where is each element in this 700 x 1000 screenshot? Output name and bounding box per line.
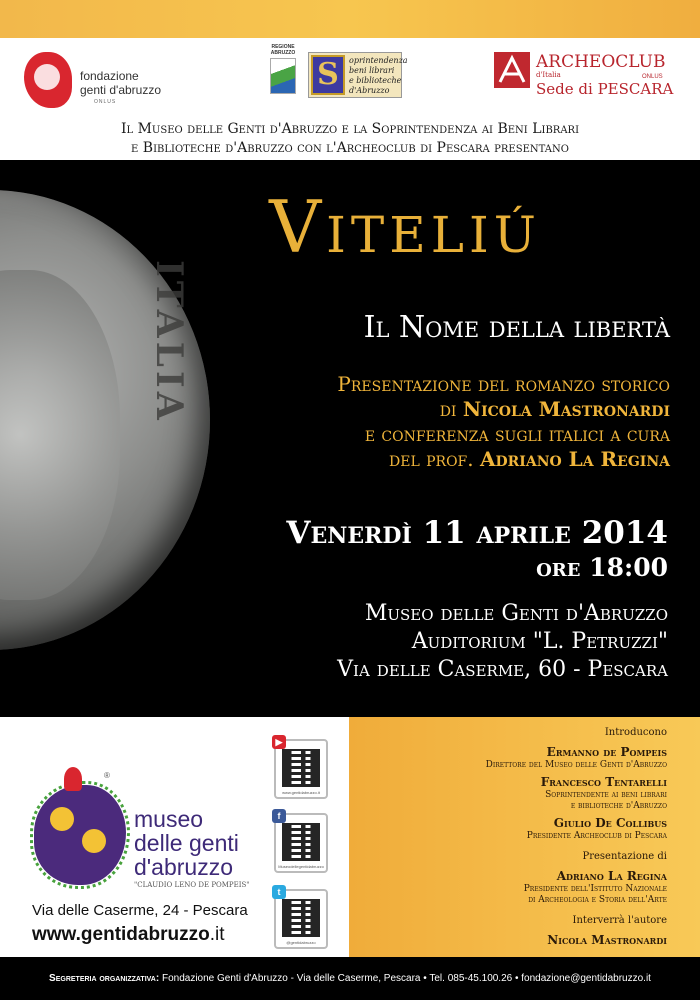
desc-line4-prefix: del prof. <box>389 447 474 471</box>
interverra-label: Interverrà l'autore <box>572 915 667 926</box>
archeoclub-mark-icon <box>494 52 530 88</box>
main-title: Viteliú <box>269 185 541 269</box>
soprintendenza-line: d'Abruzzo <box>349 86 390 95</box>
soprintendenza-line: e biblioteche <box>349 76 402 85</box>
museo-logo <box>34 771 314 897</box>
qr-code-pattern <box>282 899 320 937</box>
archeoclub-title: ARCHEOCLUB <box>536 52 666 72</box>
twitter-icon: t <box>272 885 286 899</box>
venue-line1: Museo delle Genti d'Abruzzo <box>364 601 668 626</box>
desc-line2-prefix: di <box>439 397 457 421</box>
qr-code-website[interactable] <box>274 739 328 799</box>
archeoclub-onlus: ONLUS <box>642 74 663 80</box>
regione-abruzzo-logo <box>266 44 300 104</box>
speaker-3-role: Presidente Archeoclub di Pescara <box>526 831 667 841</box>
hero-section <box>0 160 700 717</box>
qr-code-pattern <box>282 823 320 861</box>
event-date: Venerdì 11 aprile 2014 <box>286 515 668 551</box>
venue-line2: Auditorium "L. Petruzzi" <box>411 629 668 654</box>
fondazione-logo <box>24 52 184 114</box>
introducono-label: Introducono <box>604 727 667 738</box>
footer-label: Segreteria organizzativa: <box>49 973 160 984</box>
event-venue <box>200 600 668 684</box>
speaker-2-name: Francesco Tentarelli <box>540 775 667 789</box>
presentazione-label: Presentazione di <box>582 851 667 862</box>
speaker-2-role: e biblioteche d'Abruzzo <box>570 801 667 811</box>
desc-line3: e conferenza sugli italici a cura <box>364 422 670 446</box>
regione-shield-icon <box>270 58 296 94</box>
regione-label: REGIONE ABRUZZO <box>270 44 296 56</box>
intro-line2: e Biblioteche d'Abruzzo con l'Archeoclub di Pescara presentano <box>131 140 569 156</box>
soprintendenza-line: oprintendenza <box>349 56 408 65</box>
registered-mark: ® <box>104 771 110 780</box>
speaker-1-role: Direttore del Museo delle Genti d'Abruzzo <box>485 760 667 770</box>
event-description <box>200 372 670 472</box>
intro-line1: Il Museo delle Genti d'Abruzzo e la Soprintendenza ai Beni Librari <box>120 121 580 137</box>
archeoclub-ditalia: d'Italia <box>536 71 561 79</box>
fondazione-onlus: ONLUS <box>94 99 117 105</box>
museo-website-link[interactable] <box>32 924 224 946</box>
archeoclub-logo <box>494 52 684 102</box>
author-credit-name: Nicola Mastronardi <box>547 933 667 947</box>
desc-line4 <box>200 447 670 472</box>
footer-contact: Fondazione Genti d'Abruzzo - Via delle Caserme, Pescara • Tel. 085-45.100.26 • fondazione@gentidabruzzo.it <box>161 973 651 984</box>
subtitle: Il Nome della libertà <box>363 310 670 345</box>
museo-address: Via delle Caserme, 24 - Pescara <box>32 902 248 919</box>
qr-caption: @gentidabruzzo <box>286 940 316 945</box>
top-orange-band <box>0 0 700 38</box>
qr-caption: Museodellegentidabruzzo <box>278 864 324 869</box>
archeoclub-sede: Sede di PESCARA <box>536 80 674 98</box>
soprintendenza-line: beni librari <box>349 66 395 75</box>
museo-dedication: "CLAUDIO LENO DE POMPEIS" <box>134 881 250 889</box>
header-logos <box>0 38 700 160</box>
speaker-3-name: Giulio De Collibus <box>553 816 667 830</box>
museo-name-line3: d'abruzzo <box>134 854 234 880</box>
museo-paisley-icon <box>34 785 126 885</box>
website-tld: .it <box>209 924 225 945</box>
speaker-4-role: Presidente dell'Istituto Nazionale <box>523 884 667 894</box>
speaker-2-role: Soprintendente ai beni librari <box>545 790 667 800</box>
credits-panel <box>349 717 667 957</box>
qr-code-pattern <box>282 749 320 787</box>
fondazione-name-line2: genti d'abruzzo <box>80 83 162 97</box>
fondazione-name-line1: fondazione <box>80 69 139 83</box>
qr-code-twitter[interactable] <box>274 889 328 949</box>
soprintendenza-initial: S <box>311 55 345 95</box>
footer-bar <box>0 957 700 1000</box>
author-name: Nicola Mastronardi <box>462 397 670 421</box>
fondazione-emblem-icon <box>24 52 72 108</box>
desc-line2 <box>200 397 670 422</box>
intro-text <box>0 120 700 158</box>
desc-line1: Presentazione del romanzo storico <box>337 372 670 396</box>
coin-legend: ITALIA <box>148 260 190 424</box>
soprintendenza-logo <box>308 52 408 98</box>
qr-caption: www.gentidabruzzo.it <box>282 790 320 795</box>
speaker-4-name: Adriano La Regina <box>556 869 667 883</box>
speaker-1-name: Ermanno de Pompeis <box>546 745 667 759</box>
facebook-icon: f <box>272 809 286 823</box>
youtube-icon: ▶ <box>272 735 286 749</box>
website-main: www.gentidabruzzo <box>32 924 210 945</box>
museo-name-line2: delle genti <box>134 830 239 856</box>
speaker-name: Adriano La Regina <box>479 447 670 471</box>
museo-name-line1: museo <box>134 806 204 832</box>
qr-code-facebook[interactable] <box>274 813 328 873</box>
venue-line3: Via delle Caserme, 60 - Pescara <box>337 657 668 682</box>
event-time: ore 18:00 <box>536 553 668 582</box>
speaker-4-role: di Archeologia e Storia dell'Arte <box>528 895 667 905</box>
